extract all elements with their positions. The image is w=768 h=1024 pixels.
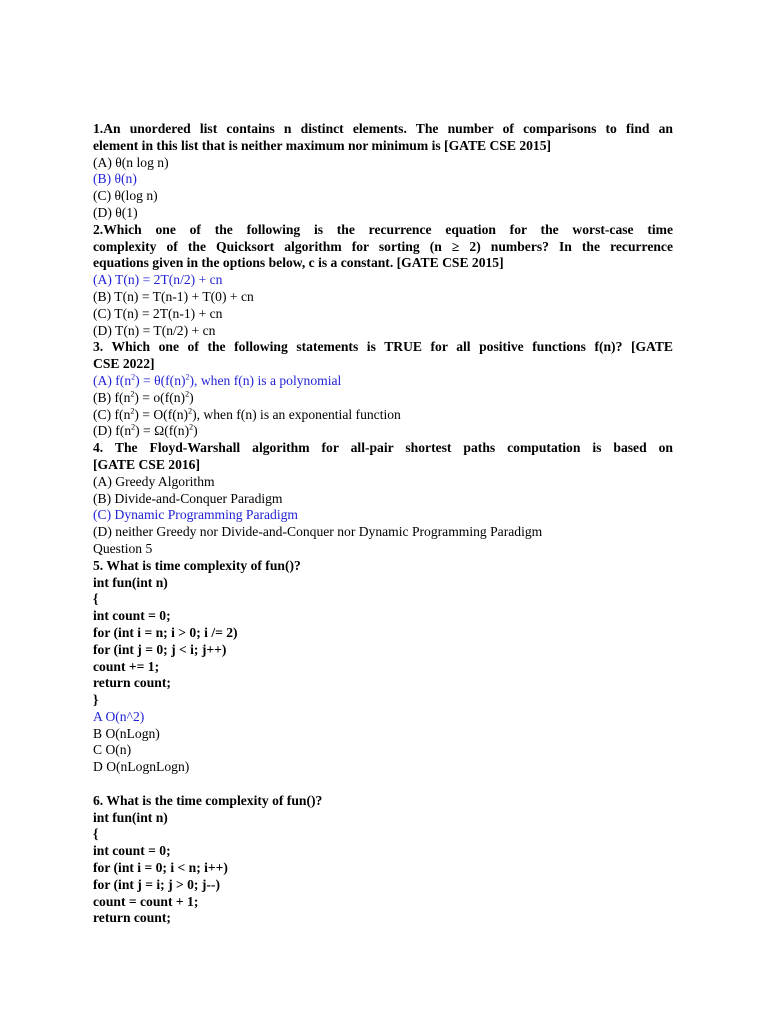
option-text: (B) f(n bbox=[93, 389, 131, 405]
question-1-text-line-2: element in this list that is neither maximum nor minimum is [GATE CSE 2015] bbox=[93, 137, 552, 153]
code-line: return count; bbox=[93, 910, 171, 926]
option-text: ), when f(n) is an exponential function bbox=[192, 406, 401, 422]
blank-line bbox=[93, 776, 673, 793]
option-text: (C) f(n bbox=[93, 406, 131, 422]
question-6-title: 6. What is the time complexity of fun()? bbox=[93, 792, 323, 808]
question-2 bbox=[93, 222, 673, 340]
question-2-option-d: (D) T(n) = T(n/2) + cn bbox=[93, 322, 216, 338]
superscript: 2 bbox=[131, 422, 136, 432]
superscript: 2 bbox=[131, 372, 136, 382]
code-line: int count = 0; bbox=[93, 608, 171, 624]
question-1-option-d: (D) θ(1) bbox=[93, 204, 138, 220]
question-4-text-line-1: 4. The Floyd-Warshall algorithm for all-pair shortest paths computation is based on bbox=[93, 440, 673, 456]
question-2-text-line-1: 2.Which one of the following is the recurrence equation for the worst-case time bbox=[93, 221, 673, 237]
code-line: return count; bbox=[93, 675, 171, 691]
question-5-option-b: B O(nLogn) bbox=[93, 725, 160, 741]
superscript: 2 bbox=[185, 372, 190, 382]
question-1-option-a: (A) θ(n log n) bbox=[93, 154, 169, 170]
question-5-option-d: D O(nLognLogn) bbox=[93, 759, 190, 775]
question-5 bbox=[93, 541, 673, 776]
question-3-option-d bbox=[93, 423, 673, 440]
question-5-header: Question 5 bbox=[93, 540, 153, 556]
question-5-option-c: C O(n) bbox=[93, 742, 132, 758]
code-line: int fun(int n) bbox=[93, 574, 168, 590]
question-2-option-a-answer: (A) T(n) = 2T(n/2) + cn bbox=[93, 272, 223, 288]
document-page bbox=[93, 121, 673, 927]
question-3-option-b bbox=[93, 390, 673, 407]
question-4-option-b: (B) Divide-and-Conquer Paradigm bbox=[93, 490, 283, 506]
question-1-option-c: (C) θ(log n) bbox=[93, 188, 158, 204]
superscript: 2 bbox=[130, 406, 135, 416]
code-line: { bbox=[93, 826, 99, 842]
question-3-text-line-1: 3. Which one of the following statements is TRUE for all positive functions f(n)? [GATE bbox=[93, 339, 673, 355]
code-line: int fun(int n) bbox=[93, 809, 168, 825]
question-5-title: 5. What is time complexity of fun()? bbox=[93, 557, 301, 573]
option-text: ) = o(f(n) bbox=[134, 389, 186, 405]
question-1-option-b-answer: (B) θ(n) bbox=[93, 171, 137, 187]
option-text: ) bbox=[189, 389, 194, 405]
question-2-option-c: (C) T(n) = 2T(n-1) + cn bbox=[93, 305, 223, 321]
code-line: for (int i = n; i > 0; i /= 2) bbox=[93, 624, 238, 640]
question-4-text-line-2: [GATE CSE 2016] bbox=[93, 456, 200, 472]
option-text: (A) f(n bbox=[93, 372, 132, 388]
superscript: 2 bbox=[185, 389, 190, 399]
question-3-text-line-2: CSE 2022] bbox=[93, 356, 155, 372]
question-2-text-line-2: complexity of the Quicksort algorithm for sorting (n ≥ 2) numbers? In the recurrence bbox=[93, 238, 673, 254]
question-2-option-b: (B) T(n) = T(n-1) + T(0) + cn bbox=[93, 288, 254, 304]
code-line: } bbox=[93, 692, 99, 708]
question-6 bbox=[93, 793, 673, 927]
option-text: ) = O(f(n) bbox=[134, 406, 189, 422]
option-text: ), when f(n) is a polynomial bbox=[189, 372, 342, 388]
question-4-option-a: (A) Greedy Algorithm bbox=[93, 473, 215, 489]
question-5-option-a-answer: A O(n^2) bbox=[93, 708, 145, 724]
question-3-option-c bbox=[93, 407, 673, 424]
code-line: for (int j = 0; j < i; j++) bbox=[93, 641, 227, 657]
superscript: 2 bbox=[130, 389, 135, 399]
question-1-text-line-1: 1.An unordered list contains n distinct elements. The number of comparisons to find an bbox=[93, 121, 673, 136]
question-3-option-a-answer bbox=[93, 373, 673, 390]
question-3 bbox=[93, 339, 673, 440]
code-line: { bbox=[93, 591, 99, 607]
superscript: 2 bbox=[189, 422, 194, 432]
code-line: for (int j = i; j > 0; j--) bbox=[93, 876, 220, 892]
code-line: int count = 0; bbox=[93, 843, 171, 859]
option-text: (D) f(n bbox=[93, 423, 132, 439]
option-text: ) = Ω(f(n) bbox=[135, 423, 190, 439]
question-1 bbox=[93, 121, 673, 222]
code-line: for (int i = 0; i < n; i++) bbox=[93, 860, 228, 876]
question-4-option-c-answer: (C) Dynamic Programming Paradigm bbox=[93, 507, 299, 523]
code-line: count += 1; bbox=[93, 658, 160, 674]
superscript: 2 bbox=[188, 406, 193, 416]
option-text: ) bbox=[193, 423, 198, 439]
question-4-option-d: (D) neither Greedy nor Divide-and-Conquer nor Dynamic Programming Paradigm bbox=[93, 524, 543, 540]
question-2-text-line-3: equations given in the options below, c is a constant. [GATE CSE 2015] bbox=[93, 255, 504, 271]
question-4 bbox=[93, 440, 673, 541]
code-line: count = count + 1; bbox=[93, 893, 199, 909]
option-text: ) = θ(f(n) bbox=[135, 372, 186, 388]
